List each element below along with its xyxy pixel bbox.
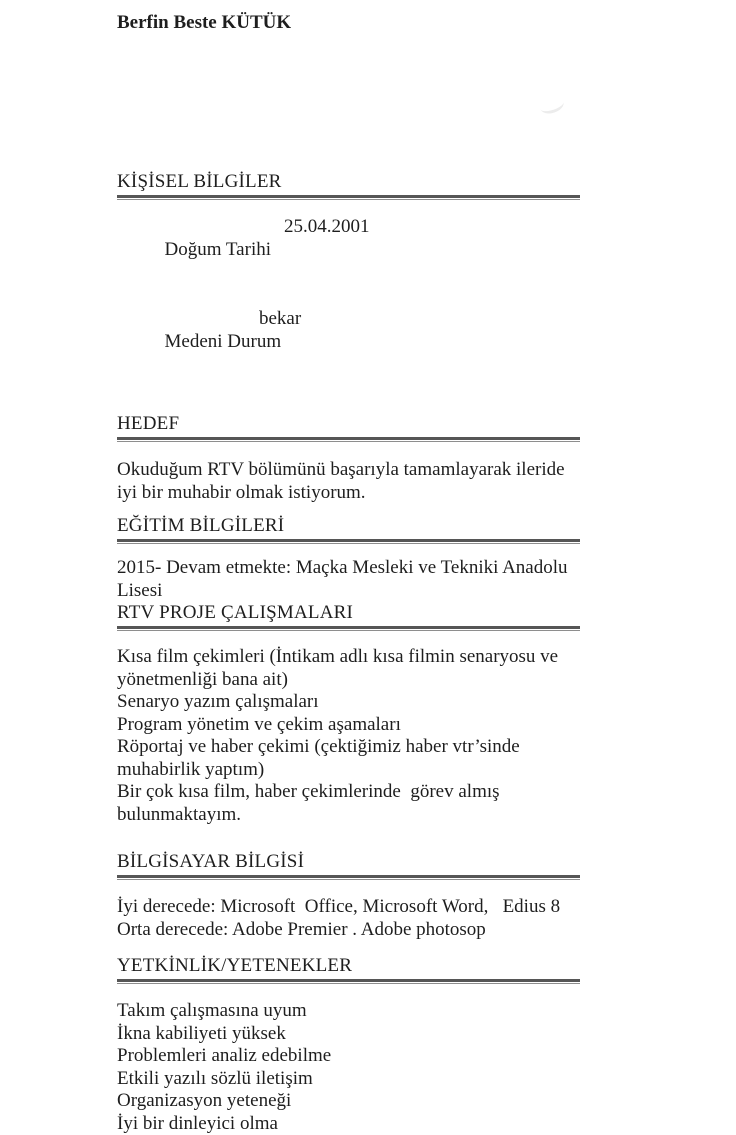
computer-skill-line: Orta derecede: Adobe Premier . Adobe photosop (117, 918, 587, 941)
computer-skill-lines (117, 895, 587, 941)
objective-text: Okuduğum RTV bölümünü başarıyla tamamlayarak ileride iyi bir muhabir olmak istiyorum. (117, 458, 587, 504)
education-lines (117, 557, 587, 602)
section-rule (117, 539, 580, 544)
section-rule (117, 195, 580, 200)
field-value: 25.04.2001 (284, 215, 370, 238)
section-personal-info (117, 171, 587, 399)
person-name: Berfin Beste KÜTÜK (117, 12, 587, 34)
field-marital-status (117, 307, 587, 399)
rtv-project-line: Senaryo yazım çalışmaları (117, 691, 587, 714)
computer-skills-heading: BİLGİSAYAR BİLGİSİ (117, 851, 587, 872)
competency-line: İkna kabiliyeti yüksek (117, 1023, 587, 1046)
competency-lines (117, 1000, 587, 1135)
section-rule (117, 875, 580, 880)
competency-line: Problemleri analiz edebilme (117, 1045, 587, 1068)
education-line: 2015- Devam etmekte: Maçka Mesleki ve Tekniki Anadolu Lisesi (117, 557, 587, 602)
section-computer-skills (117, 851, 587, 941)
rtv-project-line: Röportaj ve haber çekimi (çektiğimiz haber vtr’sinde muhabirlik yaptım) (117, 736, 587, 781)
competencies-heading: YETKİNLİK/YETENEKLER (117, 955, 587, 976)
section-rule (117, 979, 580, 984)
rtv-project-line: Bir çok kısa film, haber çekimlerinde görev almış bulunmaktayım. (117, 781, 587, 826)
section-competencies (117, 955, 587, 1135)
section-rule (117, 626, 580, 631)
rtv-project-line: Program yönetim ve çekim aşamaları (117, 714, 587, 737)
competency-line: Etkili yazılı sözlü iletişim (117, 1068, 587, 1091)
section-rtv-projects (117, 602, 587, 826)
field-value: bekar (259, 307, 301, 330)
rtv-project-line: Kısa film çekimleri (İntikam adlı kısa filmin senaryosu ve yönetmenliği bana ait) (117, 646, 587, 691)
field-label: Medeni Durum (165, 331, 282, 352)
rtv-project-lines (117, 646, 587, 826)
competency-line: Organizasyon yeteneği (117, 1090, 587, 1113)
section-education (117, 515, 587, 602)
rtv-projects-heading: RTV PROJE ÇALIŞMALARI (117, 602, 587, 623)
field-birth-date (117, 215, 587, 307)
cv-content (117, 12, 587, 1135)
field-label: Doğum Tarihi (165, 239, 272, 260)
competency-line: İyi bir dinleyici olma (117, 1113, 587, 1135)
objective-heading: HEDEF (117, 413, 587, 434)
education-heading: EĞİTİM BİLGİLERİ (117, 515, 587, 536)
personal-info-heading: KİŞİSEL BİLGİLER (117, 171, 587, 192)
competency-line: Takım çalışmasına uyum (117, 1000, 587, 1023)
personal-fields (117, 215, 587, 399)
computer-skill-line: İyi derecede: Microsoft Office, Microsoft Word, Edius 8 (117, 895, 587, 918)
section-rule (117, 437, 580, 442)
section-objective (117, 413, 587, 504)
